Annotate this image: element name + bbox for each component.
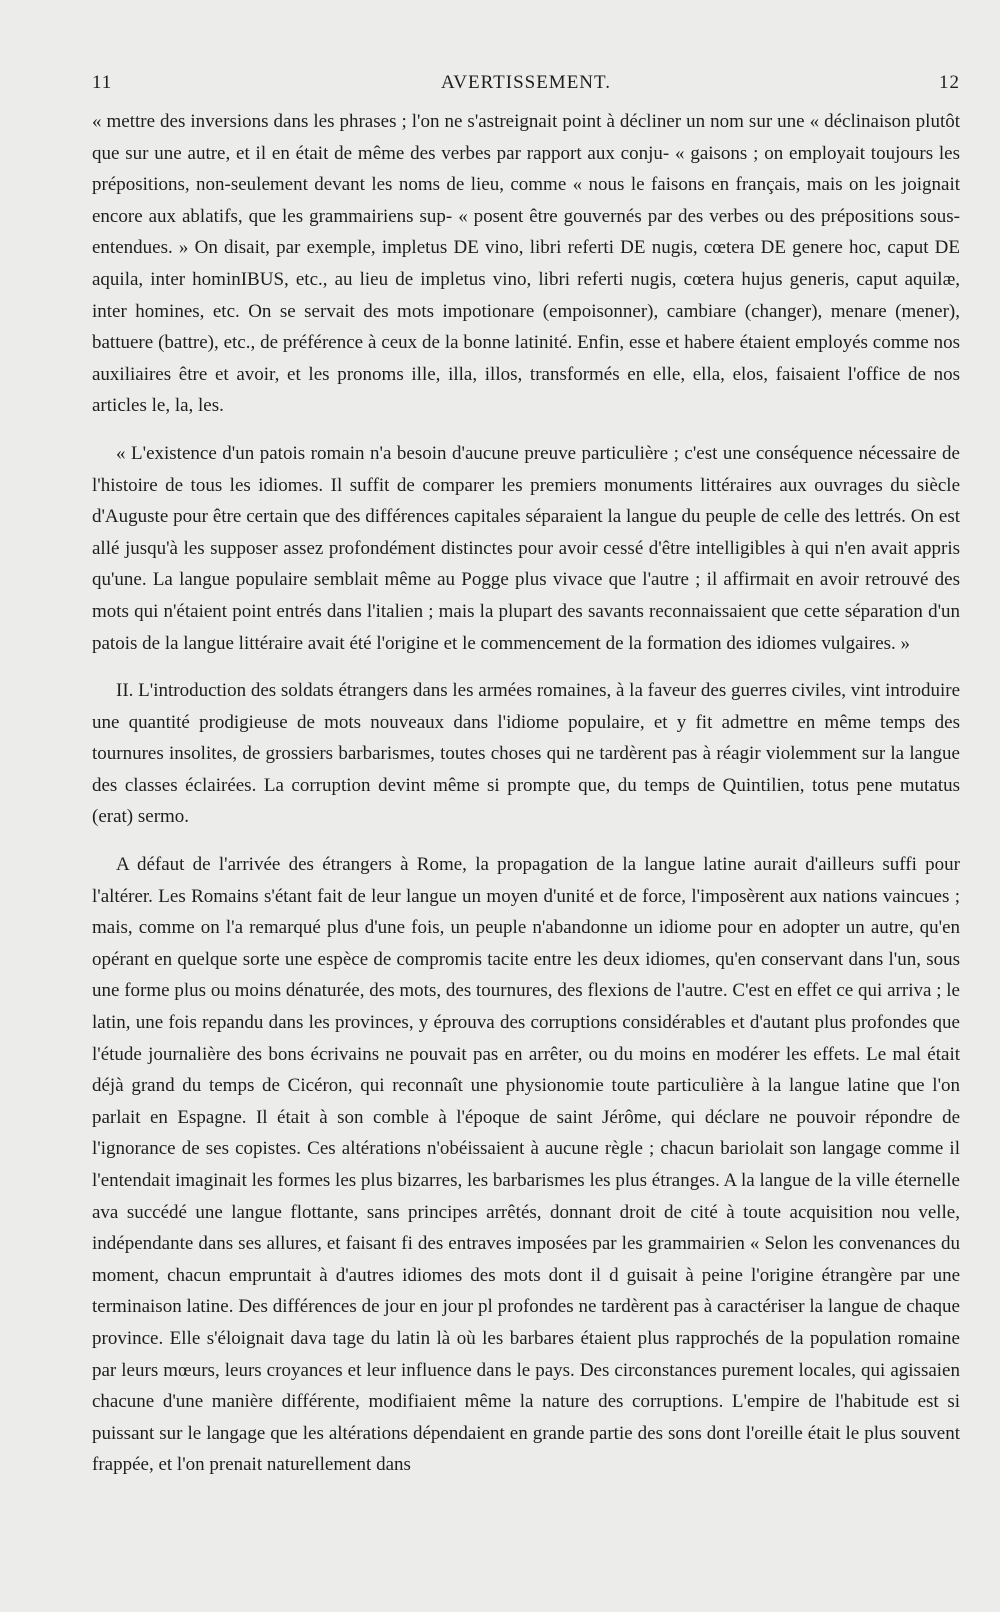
paragraph-3: II. L'introduction des soldats étrangers dans les armées romaines, à la faveur des guerres civiles, vint introduire une quantité prodigieuse de mots nouveaux dans l'idiome populaire, et y fit admettre en même temps des tournures insolites, de grossiers barbarismes, toutes choses qui ne tardèrent pas à réagir violemment sur la langue des classes éclairées. La corruption devint même si prompte que, du temps de Quintilien, totus pene mutatus (erat) sermo. xyxy=(92,680,960,828)
paragraph-4: A défaut de l'arrivée des étrangers à Rome, la propagation de la langue latine aurait d'ailleurs suffi pour l'altérer. Les Romains s'étant fait de leur langue un moyen d'unité et de force, l'imposèrent aux nations vaincues ; mais, comme on l'a remarqué plus d'une fois, un peuple n'abandonne un idiome pour en adopter un autre, qu'en opérant en quelque sorte une espèce de compromis tacite entre les deux idiomes, qu'en conservant dans l'un, sous une forme plus ou moins dénaturée, des mots, des tournures, des flexions de l'autre. C'est en effet ce qui arriva ; le latin, une fois repandu dans les provinces, y éprouva des corruptions considérables et d'autant plus profondes que l'étude journalière des bons écrivains ne pouvait pas en arrêter, ou du moins en modérer les effets. Le mal était déjà grand du temps de Cicéron, qui reconnaît une physionomie toute particulière à la langue latine que l'on parlait en Espagne. Il était à son comble à l'époque de saint Jérôme, qui déclare ne pouvoir répondre de l'ignorance de ses copistes. Ces altérations n'obéissaient à aucune règle ; chacun bariolait son langage comme il l'entendait imaginait les formes les plus bizarres, les barbarismes les plus étranges. A la langue de la ville éternelle ava succédé une langue flottante, sans principes arrêtés, donnant droit de cité à toute acquisition nou velle, indépendante dans ses allures, et faisant fi des entraves imposées par les grammairien « Selon les convenances du moment, chacun empruntait à d'autres idiomes des mots dont il d guisait à peine l'origine étrangère par une terminaison latine. Des différences de jour en jour pl profondes ne tardèrent pas à caractériser la langue de chaque province. Elle s'éloignait dava tage du latin là où les barbares étaient plus rapprochés de la population romaine par leurs mœurs, leurs croyances et leur influence dans le pays. Des circonstances purement locales, qui agissaien chacune d'une manière différente, modifiaient même la nature des corruptions. L'empire de l'habitude est si puissant sur le langage que les altérations dépendaient en grande partie des sons dont l'oreille était le plus souvent frappée, et l'on prenait naturellement dans xyxy=(92,854,960,1476)
page-number-right: 12 xyxy=(939,72,960,93)
paragraph-2: « L'existence d'un patois romain n'a besoin d'aucune preuve particulière ; c'est une conséquence nécessaire de l'histoire de tous les idiomes. Il suffit de comparer les premiers monuments littéraires aux ouvrages du siècle d'Auguste pour être certain que des différences capitales séparaient la langue du peuple de celle des lettrés. On est allé jusqu'à les supposer assez profondément distinctes pour avoir cessé d'être intelligibles à qui n'en avait appris qu'une. La langue populaire semblait même au Pogge plus vivace que l'autre ; il affirmait en avoir retrouvé des mots qui n'étaient point entrés dans l'italien ; mais la plupart des savants reconnaissaient que cette séparation d'un patois de la langue littéraire avait été l'origine et le commencement de la formation des idiomes vulgaires. » xyxy=(92,442,960,654)
running-header xyxy=(92,72,960,98)
page-number-left: 11 xyxy=(92,72,113,93)
paragraph-1: « mettre des inversions dans les phrases ; l'on ne s'astreignait point à décliner un nom sur une « déclinaison plutôt que sur une autre, et il en était de même des verbes par rapport aux conju- « gaisons ; on employait toujours les prépositions, non-seulement devant les noms de lieu, comme « nous le faisons en français, mais on les joignait encore aux ablatifs, que les grammairiens sup- « posent être gouvernés par des verbes ou des prépositions sous-entendues. » On disait, par exemple, impletus DE vino, libri referti DE nugis, cœtera DE genere hoc, caput DE aquila, inter hominIBUS, etc., au lieu de impletus vino, libri referti nugis, cœtera hujus generis, caput aquilæ, inter homines, etc. On se servait des mots impotionare (empoisonner), cambiare (changer), menare (mener), battuere (battre), etc., de préférence à ceux de la bonne latinité. Enfin, esse et habere étaient employés comme nos auxiliaires être et avoir, et les pronoms ille, illa, illos, transformés en elle, ella, elos, faisaient l'office de nos articles le, la, les. xyxy=(92,111,960,417)
running-title: AVERTISSEMENT. xyxy=(441,72,611,93)
